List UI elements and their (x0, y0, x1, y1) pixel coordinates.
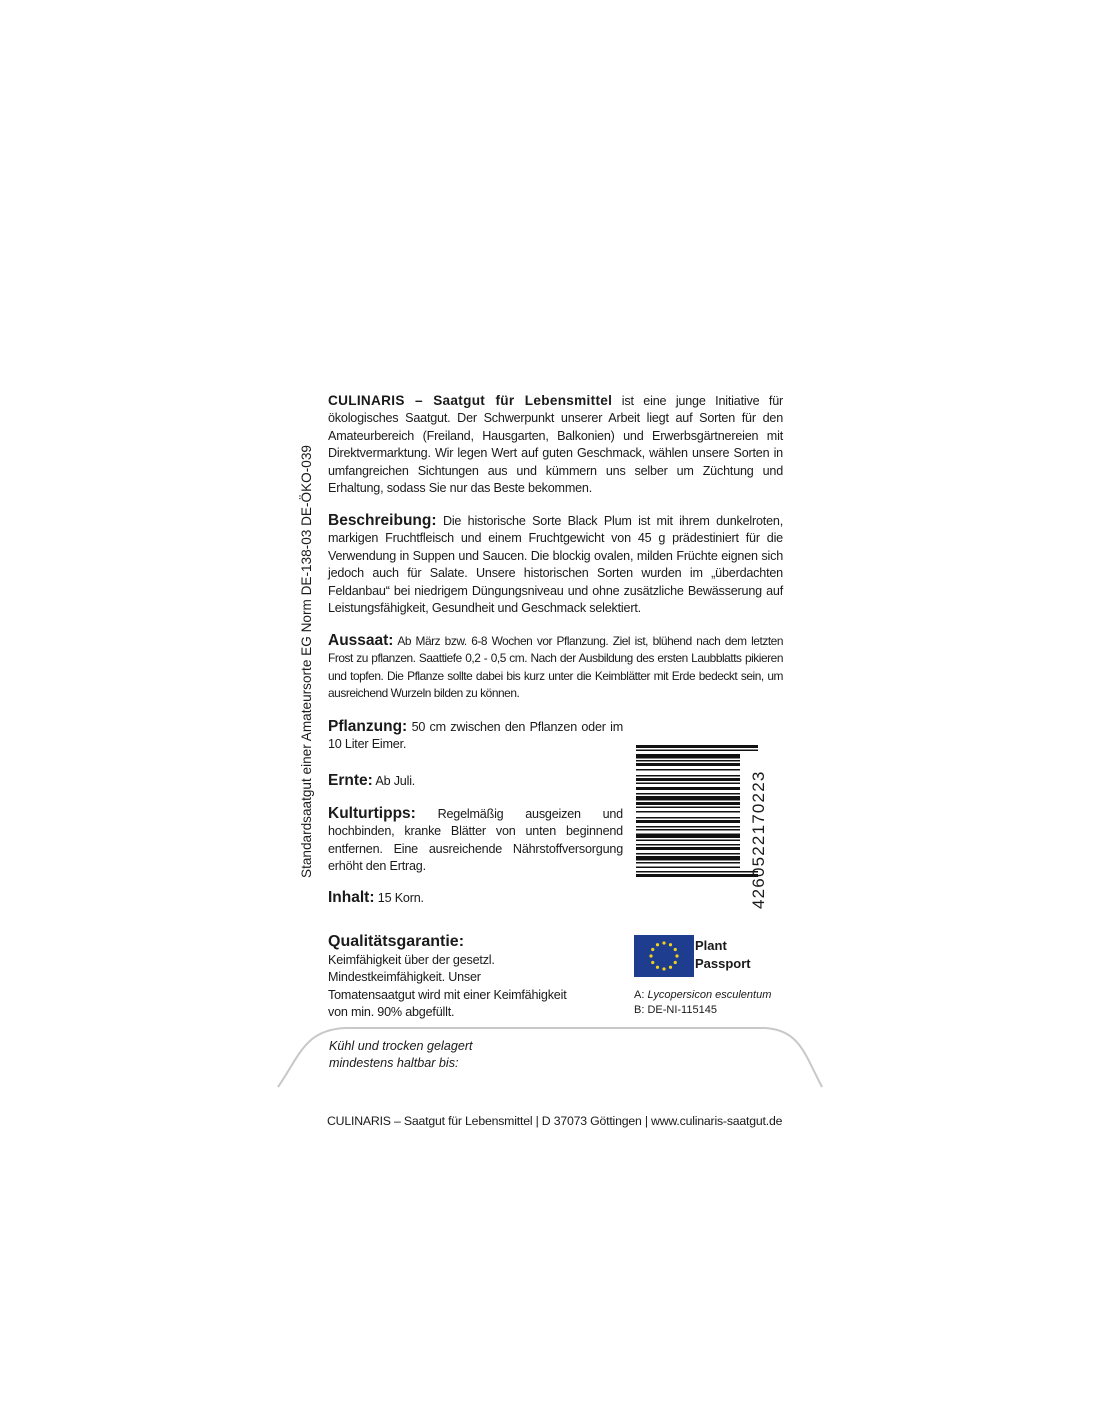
barcode-bar (636, 834, 740, 839)
intro-paragraph (328, 392, 783, 497)
barcode-bar (636, 793, 740, 795)
barcode-number: 4260522170223 (749, 770, 768, 909)
barcode-bar (636, 829, 740, 831)
eu-star-icon (674, 948, 677, 951)
plant-passport-title: Plant Passport (695, 938, 751, 971)
tips-text: Regelmäßig ausgeizen und hochbinden, kranke Blätter von unten beginnend entfernen. Eine ausreichende Nährstoffversorgung erhöht den Ertrag. (328, 807, 623, 874)
barcode-bar (636, 847, 740, 850)
barcode-bar (636, 769, 740, 771)
barcode-bar (636, 856, 740, 861)
description-text: Die historische Sorte Black Plum ist mit ihrem dunkelroten, markigen Fruchtfleisch und einem Fruchtgewicht von 45 g prädestiniert für die Verwendung in Suppen und Saucen. Die blockig ovalen, milden Früchte eignen sich jedoch auch für Salate. Unsere historischen Sorten wurden im „überdachten Feldanbau“ bei niedrigem Düngungsniveau und ohne zusätzliche Bewässerung auf Leistungsfähigkeit, Gesundheit und Geschmack selektiert. (328, 514, 783, 616)
eu-star-icon (662, 967, 665, 970)
barcode-bar (636, 871, 758, 873)
barcode-bar (636, 840, 740, 842)
quality-heading: Qualitätsgarantie: (328, 933, 465, 950)
barcode-bar (636, 750, 758, 752)
barcode-bar (636, 778, 740, 781)
eu-star-icon (651, 961, 654, 964)
harvest-section (328, 772, 623, 790)
content-heading: Inhalt: (328, 889, 375, 906)
planting-heading: Pflanzung: (328, 718, 408, 735)
plant-passport (634, 935, 824, 1025)
barcode-bar (636, 853, 740, 855)
barcode-bar (636, 844, 740, 846)
barcode-bar (636, 811, 740, 813)
planting-section (328, 718, 623, 754)
brand-name: CULINARIS – Saatgut für Lebensmittel (328, 393, 613, 408)
barcode-bar (636, 817, 740, 819)
eu-star-icon (656, 943, 659, 946)
harvest-heading: Ernte: (328, 772, 373, 789)
barcode-bar (636, 802, 740, 805)
side-norm-text: Standardsaatgut einer Amateursorte EG Norm DE-138-03 DE-ÖKO-039 (299, 445, 314, 878)
quality-section (328, 932, 568, 1022)
content-section (328, 889, 623, 907)
planting-text: 50 cm zwischen den Pflanzen oder im 10 Liter Eimer. (328, 720, 623, 752)
footer-address: CULINARIS – Saatgut für Lebensmittel | D 37073 Göttingen | www.culinaris-saatgut.de (327, 1114, 783, 1128)
harvest-text: Ab Juli. (372, 774, 416, 788)
description-heading: Beschreibung: (328, 512, 437, 529)
barcode-bar (636, 874, 758, 877)
barcode-bar (636, 820, 740, 823)
eu-star-icon (649, 954, 652, 957)
passport-species-line: A: Lycopersicon esculentum (634, 989, 772, 1001)
barcode-bar (636, 826, 740, 828)
storage-note: Kühl und trocken gelagert mindestens haltbar bis: (329, 1039, 473, 1071)
barcode-bar (636, 760, 740, 762)
barcode-bar (636, 745, 758, 748)
barcode-bar (636, 796, 740, 801)
quality-text: Keimfähigkeit über der gesetzl. Mindestkeimfähigkeit. Unser Tomatensaatgut wird mit einer Keimfähigkeit von min. 90% abgefüllt. (328, 953, 567, 1020)
barcode-bar (636, 867, 740, 869)
eu-star-icon (651, 948, 654, 951)
passport-registration-line: B: DE-NI-115145 (634, 1004, 717, 1016)
barcode (636, 745, 771, 910)
barcode-bar (636, 862, 740, 864)
species-name: Lycopersicon esculentum (647, 989, 772, 1001)
eu-star-icon (669, 943, 672, 946)
barcode-bar (636, 754, 740, 759)
intro-text: ist eine junge Initiative für ökologisches Saatgut. Der Schwerpunkt unserer Arbeit liegt auf Sorten für den Amateurbereich (Freiland, Hausgarten, Balkonien) und Erwerbsgärtnereien mit Direktvermarktung. Wir legen Wert auf guten Geschmack, wählen unsere Sorten in umfangreichen Sichtungen aus und kümmern uns selber um Züchtung und Erhaltung, sodass Sie nur das Beste bekommen. (328, 394, 784, 496)
barcode-bar (636, 775, 740, 777)
eu-star-icon (674, 961, 677, 964)
eu-star-icon (656, 966, 659, 969)
tips-heading: Kulturtipps: (328, 805, 416, 822)
sowing-text: Ab März bzw. 6-8 Wochen vor Pflanzung. Ziel ist, blühend nach dem letzten Frost zu pflanzen. Saattiefe 0,2 - 0,5 cm. Nach der Ausbildung des ersten Laubblatts pikieren und topfen. Die Pflanze sollte dabei bis kurz unter die Keimblätter mit Erde bedeckt sein, um ausreichend Wurzeln bilden zu können. (328, 634, 783, 701)
eu-star-icon (662, 941, 665, 944)
sowing-section (328, 632, 783, 703)
barcode-bar (636, 787, 740, 790)
tips-section (328, 805, 623, 876)
barcode-bar (636, 807, 740, 809)
eu-star-icon (669, 966, 672, 969)
eu-flag-icon (634, 935, 694, 977)
description-section (328, 512, 783, 617)
barcode-bar (636, 783, 740, 785)
sowing-heading: Aussaat: (328, 632, 394, 649)
eu-star-icon (675, 954, 678, 957)
content-text: 15 Korn. (374, 891, 424, 905)
barcode-bar (636, 763, 740, 766)
